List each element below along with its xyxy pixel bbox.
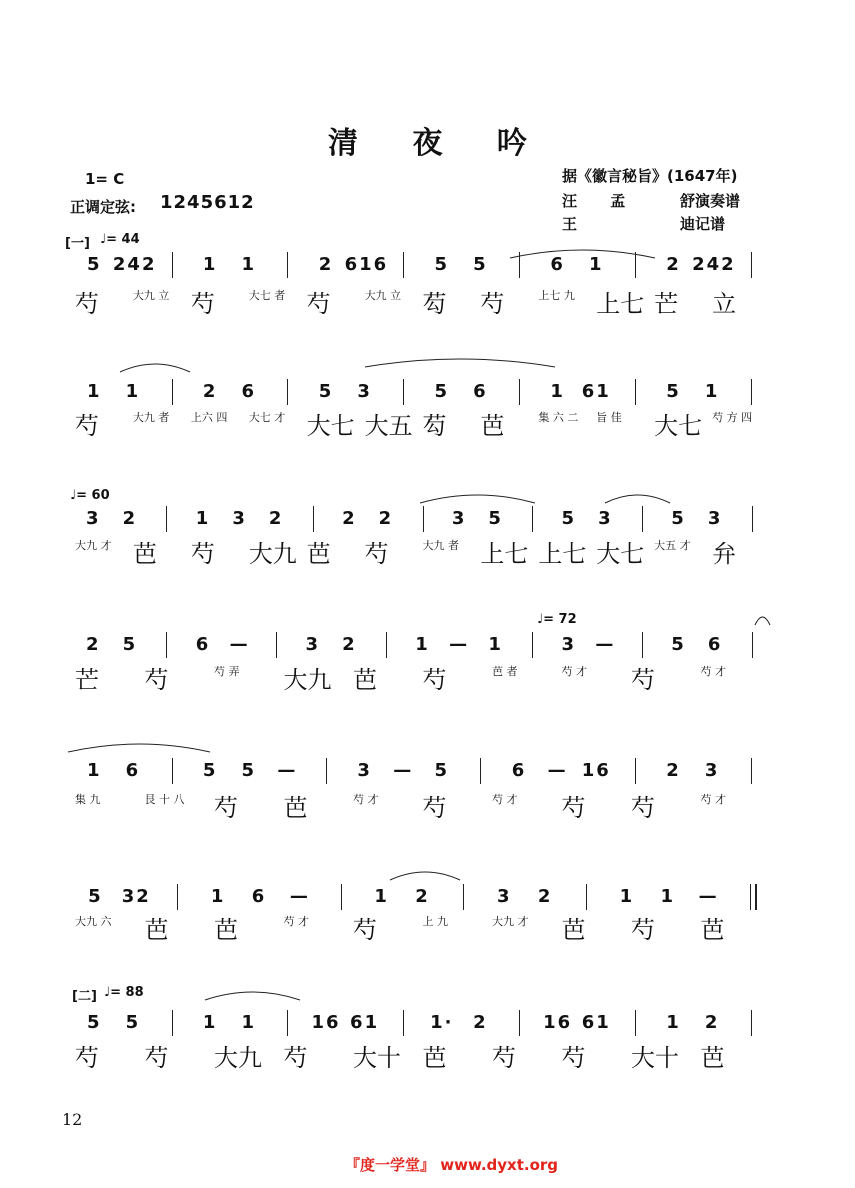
- score-note: —: [547, 760, 568, 781]
- tablature-char: 芍 才: [561, 665, 587, 678]
- tablature-char: 芭: [353, 666, 377, 694]
- score-note: —: [289, 886, 310, 907]
- tablature-char: 芭: [283, 794, 308, 822]
- tempo-marking-1: ♩= 44: [100, 232, 140, 247]
- score-note: 3: [86, 508, 101, 529]
- tablature-char: 芭 者: [492, 665, 518, 678]
- score-note: 5: [87, 254, 102, 275]
- tablature-char: 大九 才: [492, 915, 529, 928]
- tablature-char: 大九 六: [75, 915, 112, 928]
- score-note: 3: [561, 634, 577, 655]
- score-note: 5: [434, 254, 450, 275]
- tablature-char: 大七 者: [248, 289, 286, 302]
- piece-title: 清 夜 吟: [328, 126, 549, 161]
- transcriber-role: 迪记谱: [680, 215, 726, 233]
- slur-arc: [68, 744, 210, 752]
- tablature-char: 上 九: [422, 915, 448, 928]
- tablature-char: 芭: [561, 916, 586, 944]
- score-note: 1: [202, 254, 218, 275]
- score-note: 2: [666, 254, 681, 275]
- tablature-char: 芍: [75, 1044, 99, 1072]
- score-note: 6: [195, 634, 211, 655]
- score-note: 5: [671, 508, 686, 529]
- tablature-char: 大七 才: [248, 411, 286, 424]
- score-note: 6: [251, 886, 267, 907]
- score-note: —: [229, 634, 250, 655]
- score-note: 3: [598, 508, 613, 529]
- score-note: 1: [241, 254, 257, 275]
- score-note: —: [595, 634, 616, 655]
- slur-arc: [120, 364, 190, 372]
- tablature-char: 芍: [190, 540, 215, 568]
- tablature-char: 芍 才: [492, 793, 518, 806]
- score-note: 5: [241, 760, 257, 781]
- score-note: 1: [125, 381, 141, 402]
- tablature-char: 芶: [422, 412, 447, 440]
- tablature-char: 艮 十 八: [144, 793, 185, 806]
- tablature-char: 芍: [364, 540, 389, 568]
- performer-role: 舒演奏谱: [680, 192, 741, 210]
- score-note: —: [449, 634, 470, 655]
- tablature-char: 芭: [700, 1044, 725, 1072]
- tablature-char: 芍: [422, 794, 447, 822]
- score-note: 1: [202, 1012, 218, 1033]
- score-note: —: [277, 760, 298, 781]
- tempo-marking-2: ♩= 60: [70, 488, 110, 503]
- score-note: 1: [87, 381, 102, 402]
- tablature-char: 大七: [654, 412, 703, 440]
- tablature-char: 芍: [492, 1044, 516, 1072]
- score-note: 1: [619, 886, 635, 907]
- tablature-char: 旨 佳: [596, 411, 622, 424]
- tablature-char: 芒: [654, 290, 679, 318]
- tablature-char: 芍 弄: [214, 665, 240, 678]
- score-note: 2: [537, 886, 553, 907]
- score-note: 1: [666, 1012, 681, 1033]
- tablature-char: 芍: [75, 290, 99, 318]
- tablature-char: 芍: [561, 794, 586, 822]
- score-note: 6: [125, 760, 141, 781]
- tablature-char: 芭: [132, 540, 157, 568]
- score-note: 1: [87, 760, 102, 781]
- tablature-char: 芍: [144, 1044, 169, 1072]
- score-note: 2: [704, 1012, 720, 1033]
- tablature-char: 大七: [596, 540, 645, 568]
- tablature-char: 立: [712, 290, 737, 318]
- score-note: 1: [704, 381, 720, 402]
- score-note: 3: [704, 760, 720, 781]
- tablature-char: 大五: [364, 412, 413, 440]
- score-note: 2: [318, 254, 334, 275]
- tablature-char: 集 六 二: [538, 411, 579, 424]
- score-note: 5: [473, 254, 488, 275]
- score-note: 5: [561, 508, 577, 529]
- tablature-char: 芭: [422, 1044, 447, 1072]
- score-note: 6: [511, 760, 527, 781]
- tablature-char: 芍: [561, 1044, 586, 1072]
- section-marker-1: [一]: [65, 236, 90, 251]
- tuning-label: 正调定弦:: [70, 198, 136, 216]
- tablature-char: 上七: [538, 540, 587, 568]
- tablature-char: 大九: [248, 540, 297, 568]
- tablature-char: 芒: [75, 666, 99, 694]
- tablature-char: 芭: [700, 916, 725, 944]
- tablature-char: 上七: [596, 290, 645, 318]
- tablature-char: 芍: [306, 290, 331, 318]
- tablature-char: 大十: [631, 1044, 679, 1072]
- tablature-char: 大七: [306, 412, 355, 440]
- score-note: 3: [357, 381, 372, 402]
- score-note: 242: [692, 254, 736, 275]
- score-note: 2: [415, 886, 430, 907]
- tablature-char: 芍 才: [283, 915, 309, 928]
- score-note: —: [393, 760, 414, 781]
- score-note: 2: [473, 1012, 488, 1033]
- score-note: 242: [112, 254, 157, 275]
- tablature-char: 弁: [712, 540, 737, 568]
- score-note: 32: [121, 886, 151, 907]
- score-note: 16: [543, 1012, 573, 1033]
- tablature-char: 大十: [353, 1044, 401, 1072]
- score-note: 5: [434, 760, 450, 781]
- score-note: 5: [125, 1012, 141, 1033]
- score-note: 61: [350, 1012, 380, 1033]
- score-note: 5: [88, 886, 103, 907]
- source-credit: 据《徽言秘旨》(1647年): [562, 167, 738, 185]
- tablature-char: 大九: [283, 666, 332, 694]
- tablature-char: 芍: [283, 1044, 308, 1072]
- score-note: 2: [202, 381, 218, 402]
- score-note: 1: [195, 508, 211, 529]
- score-note: 5: [122, 634, 138, 655]
- tablature-char: 芍: [214, 794, 238, 822]
- score-note: 6: [550, 254, 565, 275]
- score-note: 616: [344, 254, 389, 275]
- key-signature: 1= C: [85, 170, 125, 188]
- score-note: 1: [415, 634, 430, 655]
- tablature-char: 大九 者: [422, 539, 459, 552]
- score-note: 2: [86, 634, 101, 655]
- score-note: 2: [268, 508, 284, 529]
- tablature-char: 芍: [480, 290, 505, 318]
- tablature-char: 上六 四: [190, 411, 228, 424]
- tablature-char: 芍 才: [353, 793, 379, 806]
- tablature-char: 芍: [190, 290, 215, 318]
- tablature-char: 大九 立: [132, 289, 170, 302]
- slur-arc: [510, 250, 655, 258]
- slur-arc: [605, 495, 670, 503]
- score-note: 16: [311, 1012, 341, 1033]
- transcriber-name: 王: [562, 215, 578, 233]
- score-note: 3: [357, 760, 372, 781]
- slur-arc: [205, 992, 300, 1000]
- page-number: 12: [62, 1110, 83, 1129]
- tablature-char: 芭: [144, 916, 169, 944]
- score-note: 1: [588, 254, 604, 275]
- score-note: 5: [202, 760, 218, 781]
- section-marker-2: [二]: [72, 989, 97, 1004]
- score-note: 5: [488, 508, 503, 529]
- tablature-char: 集 九: [75, 793, 101, 806]
- score-note: 1: [210, 886, 226, 907]
- tablature-char: 芍: [631, 666, 655, 694]
- tablature-char: 芭: [480, 412, 505, 440]
- tablature-char: 大九 才: [75, 539, 112, 552]
- score-note: 2: [122, 508, 138, 529]
- score-note: 2: [666, 760, 681, 781]
- tablature-char: 芍 才: [700, 793, 726, 806]
- slur-arc: [365, 359, 555, 367]
- score-note: 6: [241, 381, 257, 402]
- score-note: 3: [232, 508, 247, 529]
- score-note: 61: [581, 381, 611, 402]
- score-note: 5: [87, 1012, 102, 1033]
- tablature-char: 芍: [144, 666, 169, 694]
- score-note: 1: [374, 886, 389, 907]
- tablature-char: 大五 才: [654, 539, 691, 552]
- slur-arc: [755, 617, 770, 625]
- tablature-char: 芍: [353, 916, 377, 944]
- tuning-notes: 1245612: [160, 192, 255, 213]
- tablature-char: 芍 方 四: [712, 411, 753, 424]
- score-note: 6: [707, 634, 723, 655]
- tablature-char: 上七: [480, 540, 529, 568]
- score-note: 2: [342, 508, 357, 529]
- tablature-char: 大九: [214, 1044, 262, 1072]
- tablature-char: 芍: [631, 794, 655, 822]
- score-note: 3: [707, 508, 723, 529]
- score-note: 16: [581, 760, 611, 781]
- tablature-char: 芍: [422, 666, 447, 694]
- slur-arc: [420, 495, 535, 503]
- score-note: 2: [378, 508, 394, 529]
- tablature-char: 芭: [306, 540, 331, 568]
- tempo-marking-4: ♩= 88: [104, 985, 144, 1000]
- score-note: 61: [581, 1012, 611, 1033]
- tablature-char: 上七 九: [538, 289, 575, 302]
- score-note: 3: [305, 634, 321, 655]
- score-note: 6: [473, 381, 488, 402]
- tablature-char: 芭: [214, 916, 238, 944]
- score-note: 2: [342, 634, 357, 655]
- slur-arc: [390, 872, 460, 880]
- watermark: 『度一学堂』 www.dyxt.org: [345, 1156, 559, 1174]
- tablature-char: 芍: [75, 412, 99, 440]
- performer-name: 汪 孟: [562, 192, 640, 210]
- score-note: 3: [451, 508, 467, 529]
- tablature-char: 芍: [631, 916, 655, 944]
- score-note: 5: [318, 381, 334, 402]
- tablature-char: 大九 者: [132, 411, 170, 424]
- score-note: 1: [550, 381, 565, 402]
- score-note: 3: [496, 886, 512, 907]
- tempo-marking-3: ♩= 72: [537, 612, 577, 627]
- tablature-char: 芶: [422, 290, 447, 318]
- score-note: 5: [671, 634, 686, 655]
- tablature-char: 大九 立: [364, 289, 402, 302]
- score-note: 5: [666, 381, 681, 402]
- score-note: 1: [660, 886, 676, 907]
- score-note: 1: [488, 634, 503, 655]
- tablature-char: 芍 才: [700, 665, 726, 678]
- score-note: 1: [241, 1012, 257, 1033]
- score-note: —: [698, 886, 719, 907]
- score-note: 5: [434, 381, 450, 402]
- score-note: 1·: [430, 1012, 454, 1033]
